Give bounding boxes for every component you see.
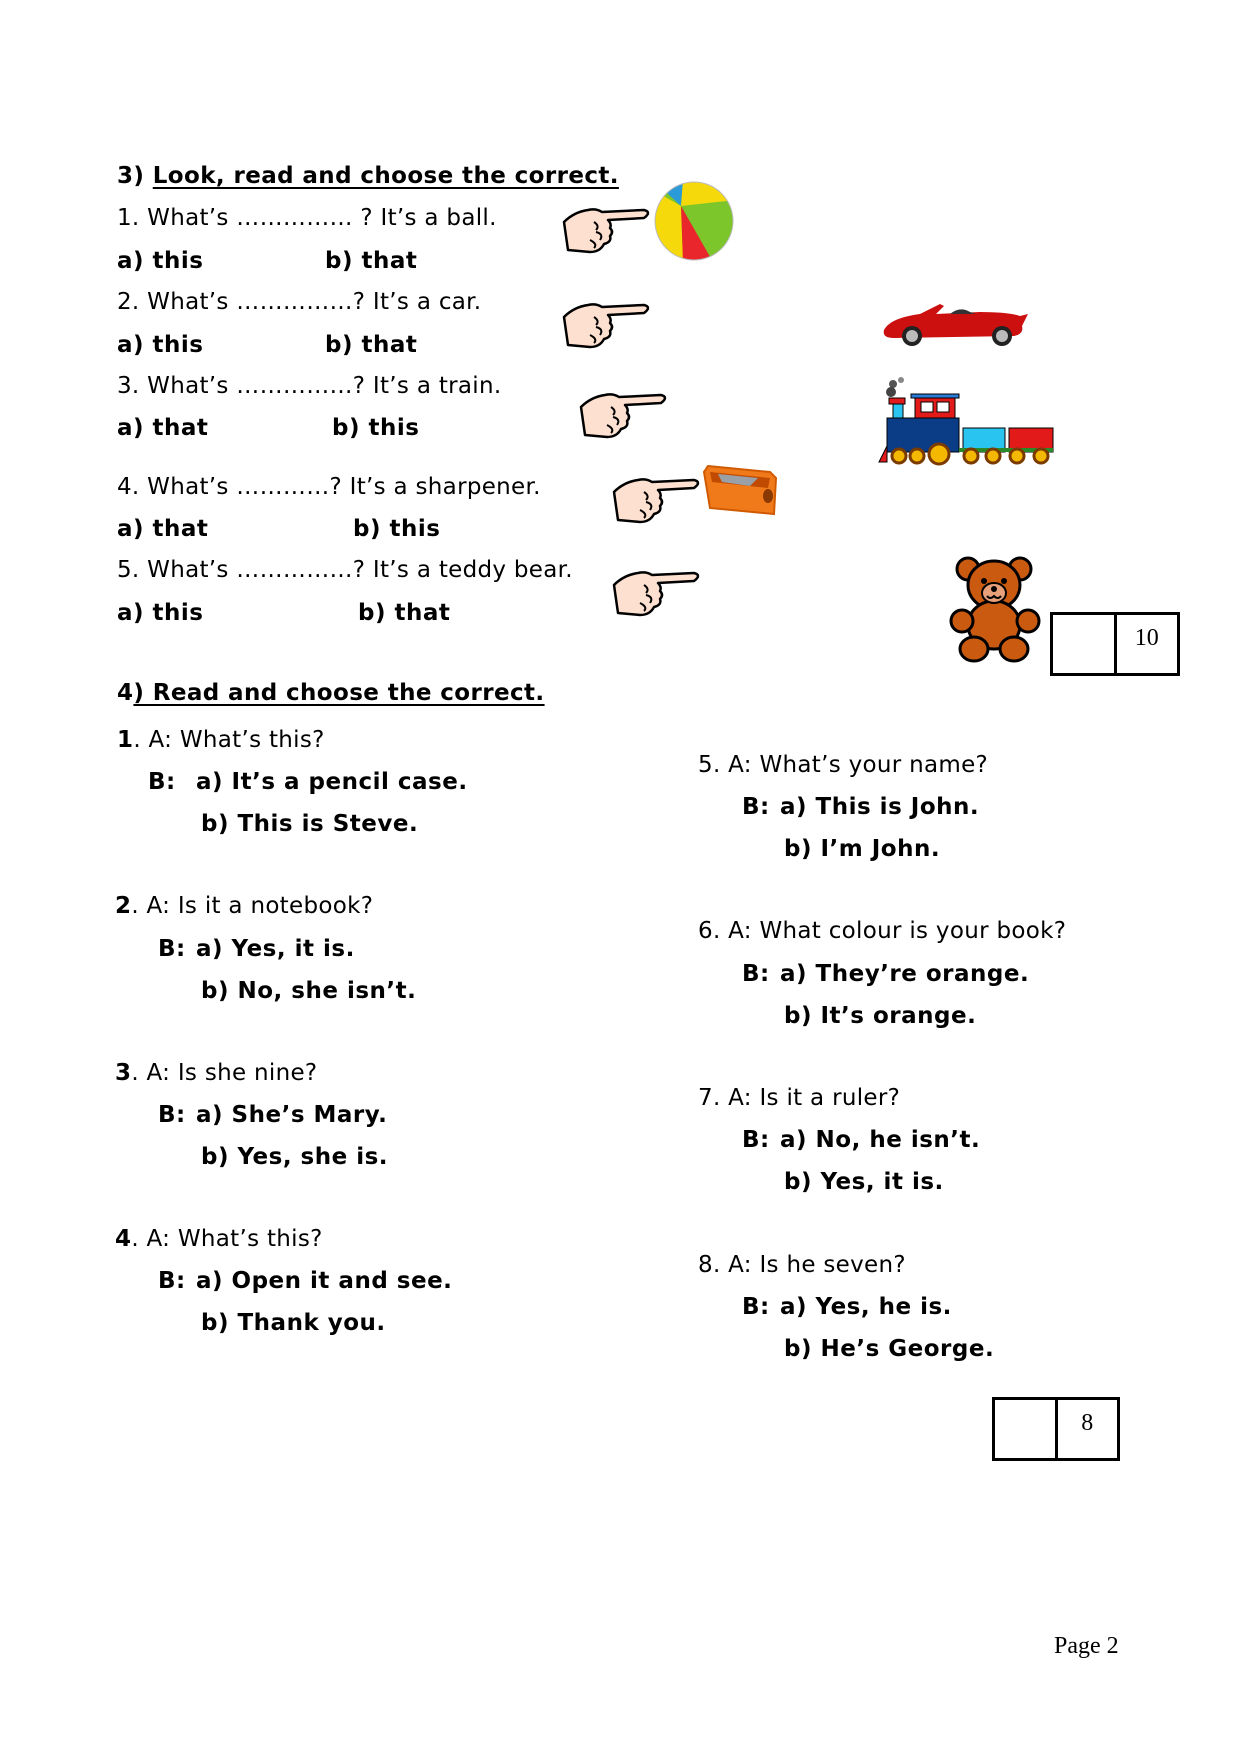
s4-q4-option-b[interactable]: b) Thank you. (201, 1310, 386, 1336)
s4-q3-number: 3 (115, 1060, 132, 1086)
pointing-hand-icon (610, 470, 702, 526)
s3-q1-option-b[interactable]: b) that (325, 248, 418, 274)
s4-q6-option-b[interactable]: b) It’s orange. (784, 1003, 977, 1029)
pointing-hand-icon (577, 385, 669, 441)
s4-q3-option-a[interactable]: a) She’s Mary. (196, 1102, 388, 1128)
s3-q2-option-b[interactable]: b) that (325, 332, 418, 358)
s4-q8-b-label: B: (742, 1294, 770, 1320)
s4-q5-question: A: What’s your name? (728, 752, 989, 778)
s4-q2-number: 2 (115, 893, 132, 919)
section-3-heading (117, 163, 619, 189)
pointing-hand-icon (610, 563, 702, 619)
s4-q2-question-row (115, 893, 373, 919)
s3-q4-option-b[interactable]: b) this (353, 516, 441, 542)
s4-q8-question: A: Is he seven? (728, 1252, 906, 1278)
s4-q5-b-label: B: (742, 794, 770, 820)
s4-q2-b-label: B: (158, 936, 186, 962)
s4-q1-option-a[interactable]: a) It’s a pencil case. (196, 769, 468, 795)
teddy-bear-icon (950, 555, 1040, 665)
s3-q3-option-a[interactable]: a) that (117, 415, 209, 441)
s4-q8-question-row (698, 1252, 906, 1278)
s4-q2-sep: . (131, 893, 147, 919)
s4-q7-option-a[interactable]: a) No, he isn’t. (780, 1127, 981, 1153)
section-3-number: 3) (117, 163, 145, 189)
section-4-heading (117, 680, 545, 706)
train-icon (875, 370, 1055, 470)
section-3-score-box (1050, 612, 1180, 676)
page-number: Page 2 (1054, 1633, 1119, 1659)
s4-q2-option-b[interactable]: b) No, she isn’t. (201, 978, 417, 1004)
s4-q1-question: A: What’s this? (148, 727, 325, 753)
s4-q4-b-label: B: (158, 1268, 186, 1294)
section-3-score-total: 10 (1114, 615, 1178, 673)
sharpener-icon (700, 458, 780, 520)
s4-q5-question-row (698, 752, 988, 778)
s4-q4-option-a[interactable]: a) Open it and see. (196, 1268, 453, 1294)
s3-q5-option-b[interactable]: b) that (358, 600, 451, 626)
s3-q5-question: 5. What’s ……………? It’s a teddy bear. (117, 557, 573, 583)
s4-q7-option-b[interactable]: b) Yes, it is. (784, 1169, 944, 1195)
beach-ball-icon (653, 180, 735, 262)
section-4-score-box (992, 1397, 1120, 1461)
s4-q2-option-a[interactable]: a) Yes, it is. (196, 936, 355, 962)
pointing-hand-icon (560, 295, 652, 351)
s4-q6-b-label: B: (742, 961, 770, 987)
s4-q4-number: 4 (115, 1226, 132, 1252)
s4-q8-number: 8 (698, 1252, 713, 1278)
s4-q6-number: 6 (698, 918, 713, 944)
s4-q6-question-row (698, 918, 1066, 944)
s3-q2-option-a[interactable]: a) this (117, 332, 204, 358)
s4-q5-number: 5 (698, 752, 713, 778)
s3-q4-question: 4. What’s …………? It’s a sharpener. (117, 474, 541, 500)
s3-q4-option-a[interactable]: a) that (117, 516, 209, 542)
s4-q5-sep: . (712, 752, 729, 778)
s4-q6-question: A: What colour is your book? (728, 918, 1067, 944)
s4-q7-question-row (698, 1085, 900, 1111)
pointing-hand-icon (560, 200, 652, 256)
s4-q6-option-a[interactable]: a) They’re orange. (780, 961, 1030, 987)
s4-q3-option-b[interactable]: b) Yes, she is. (201, 1144, 389, 1170)
section-3-score-earned[interactable] (1053, 615, 1114, 673)
s4-q5-option-b[interactable]: b) I’m John. (784, 836, 941, 862)
s4-q1-option-b[interactable]: b) This is Steve. (201, 811, 419, 837)
s4-q5-option-a[interactable]: a) This is John. (780, 794, 980, 820)
s4-q4-sep: . (131, 1226, 147, 1252)
s4-q1-b-label: B: (148, 769, 176, 795)
s4-q8-sep: . (712, 1252, 729, 1278)
car-icon (880, 300, 1030, 352)
section-4-number: 4 (117, 680, 134, 706)
section-4-title: ) Read and choose the correct. (133, 680, 545, 706)
section-4-score-total: 8 (1055, 1400, 1118, 1458)
s4-q8-option-b[interactable]: b) He’s George. (784, 1336, 995, 1362)
s4-q4-question-row (115, 1226, 323, 1252)
s3-q5-option-a[interactable]: a) this (117, 600, 204, 626)
s4-q8-option-a[interactable]: a) Yes, he is. (780, 1294, 952, 1320)
s4-q2-question: A: Is it a notebook? (146, 893, 374, 919)
s4-q6-sep: . (712, 918, 729, 944)
s4-q3-question-row (115, 1060, 317, 1086)
section-4-score-earned[interactable] (995, 1400, 1055, 1458)
s4-q1-question-row (117, 727, 325, 753)
s4-q7-sep: . (712, 1085, 729, 1111)
s4-q1-sep: . (133, 727, 149, 753)
s3-q2-question: 2. What’s ……………? It’s a car. (117, 289, 482, 315)
s3-q3-question: 3. What’s ……………? It’s a train. (117, 373, 502, 399)
s4-q7-b-label: B: (742, 1127, 770, 1153)
s4-q3-sep: . (131, 1060, 147, 1086)
s4-q3-question: A: Is she nine? (146, 1060, 318, 1086)
s4-q3-b-label: B: (158, 1102, 186, 1128)
s4-q7-number: 7 (698, 1085, 713, 1111)
s4-q4-question: A: What’s this? (146, 1226, 323, 1252)
s3-q3-option-b[interactable]: b) this (332, 415, 420, 441)
s3-q1-option-a[interactable]: a) this (117, 248, 204, 274)
s4-q1-number: 1 (117, 727, 134, 753)
section-3-title: Look, read and choose the correct. (152, 163, 619, 189)
s4-q7-question: A: Is it a ruler? (728, 1085, 901, 1111)
s3-q1-question: 1. What’s …………… ? It’s a ball. (117, 205, 497, 231)
